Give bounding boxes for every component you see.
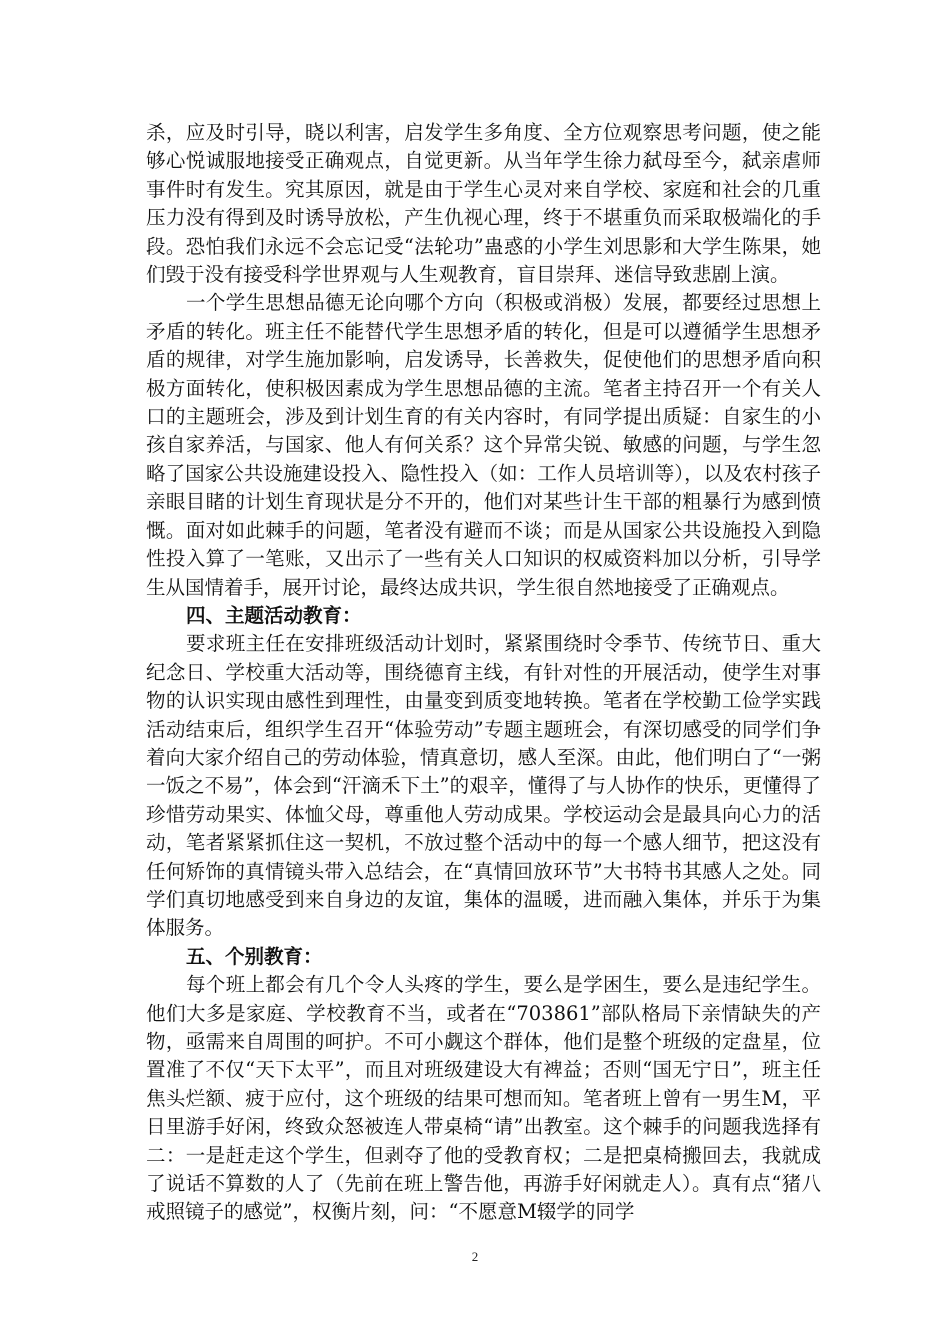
paragraph-individual-education: 每个班上都会有几个令人头疼的学生，要么是学困生，要么是违纪学生。他们大多是家庭、学校教育不当，或者在“703861”部队格局下亲情缺失的产物，亟需来自周围的呵护。不可小觑这个群体，他们是整个班级的定盘星，位置准了不仅“天下太平”，而且对班级建设大有裨益；否则“国无宁日”，班主任焦头烂额、疲于应付，这个班级的结果可想而知。笔者班上曾有一男生M，平日里游手好闲，终致众怒被连人带桌椅“请”出教室。这个棘手的问题我选择有二：一是赶走这个学生，但剥夺了他的受教育权；二是把桌椅搬回去，我就成了说话不算数的人了（先前在班上警告他，再游手好闲就走人）。真有点“猪八戒照镜子的感觉”，权衡片刻，问：“不愿意M辍学的同学 <box>146 973 821 1224</box>
section-heading-theme-activity: 四、主题活动教育： <box>186 603 362 627</box>
paragraph-continuation: 杀，应及时引导，晓以利害，启发学生多角度、全方位观察思考问题，使之能够心悦诚服地接受正确观点，自觉更新。从当年学生徐力弑母至今，弑亲虐师事件时有发生。究其原因，就是由于学生心灵对来自学校、家庭和社会的几重压力没有得到及时诱导放松，产生仇视心理，终于不堪重负而采取极端化的手段。恐怕我们永远不会忘记受“法轮功”蛊惑的小学生刘思影和大学生陈果，她们毁于没有接受科学世界观与人生观教育，盲目崇拜、迷信导致悲剧上演。 <box>146 121 821 287</box>
paragraph-theme-activity: 要求班主任在安排班级活动计划时，紧紧围绕时令季节、传统节日、重大纪念日、学校重大活动等，围绕德育主线，有针对性的开展活动，使学生对事物的认识实现由感性到理性，由量变到质变地转换。笔者在学校勤工俭学实践活动结束后，组织学生召开“体验劳动”专题主题班会，有深切感受的同学们争着向大家介绍自己的劳动体验，情真意切，感人至深。由此，他们明白了“一粥一饭之不易”，体会到“汗滴禾下土”的艰辛，懂得了与人协作的快乐，更懂得了珍惜劳动果实、体恤父母，尊重他人劳动成果。学校运动会是最具向心力的活动，笔者紧紧抓住这一契机，不放过整个活动中的每一个感人细节，把这没有任何矫饰的真情镜头带入总结会，在“真情回放环节”大书特书其感人之处。同学们真切地感受到来自身边的友谊，集体的温暖，进而融入集体，并乐于为集体服务。 <box>146 632 821 940</box>
document-body <box>146 119 821 1227</box>
page-number: 2 <box>471 1249 479 1264</box>
paragraph-thought-contradiction: 一个学生思想品德无论向哪个方向（积极或消极）发展，都要经过思想上矛盾的转化。班主任不能替代学生思想矛盾的转化，但是可以遵循学生思想矛盾的规律，对学生施加影响，启发诱导，长善救失，促使他们的思想矛盾向积极方面转化，使积极因素成为学生思想品德的主流。笔者主持召开一个有关人口的主题班会，涉及到计划生育的有关内容时，有同学提出质疑：自家生的小孩自家养活，与国家、他人有何关系？这个异常尖锐、敏感的问题，与学生忽略了国家公共设施建设投入、隐性投入（如：工作人员培训等），以及农村孩子亲眼目睹的计划生育现状是分不开的，他们对某些计生干部的粗暴行为感到愤慨。面对如此棘手的问题，笔者没有避而不谈；而是从国家公共设施投入到隐性投入算了一笔账，又出示了一些有关人口知识的权威资料加以分析，引导学生从国情着手，展开讨论，最终达成共识，学生很自然地接受了正确观点。 <box>146 291 821 599</box>
section-heading-individual-education: 五、个别教育： <box>186 944 323 968</box>
